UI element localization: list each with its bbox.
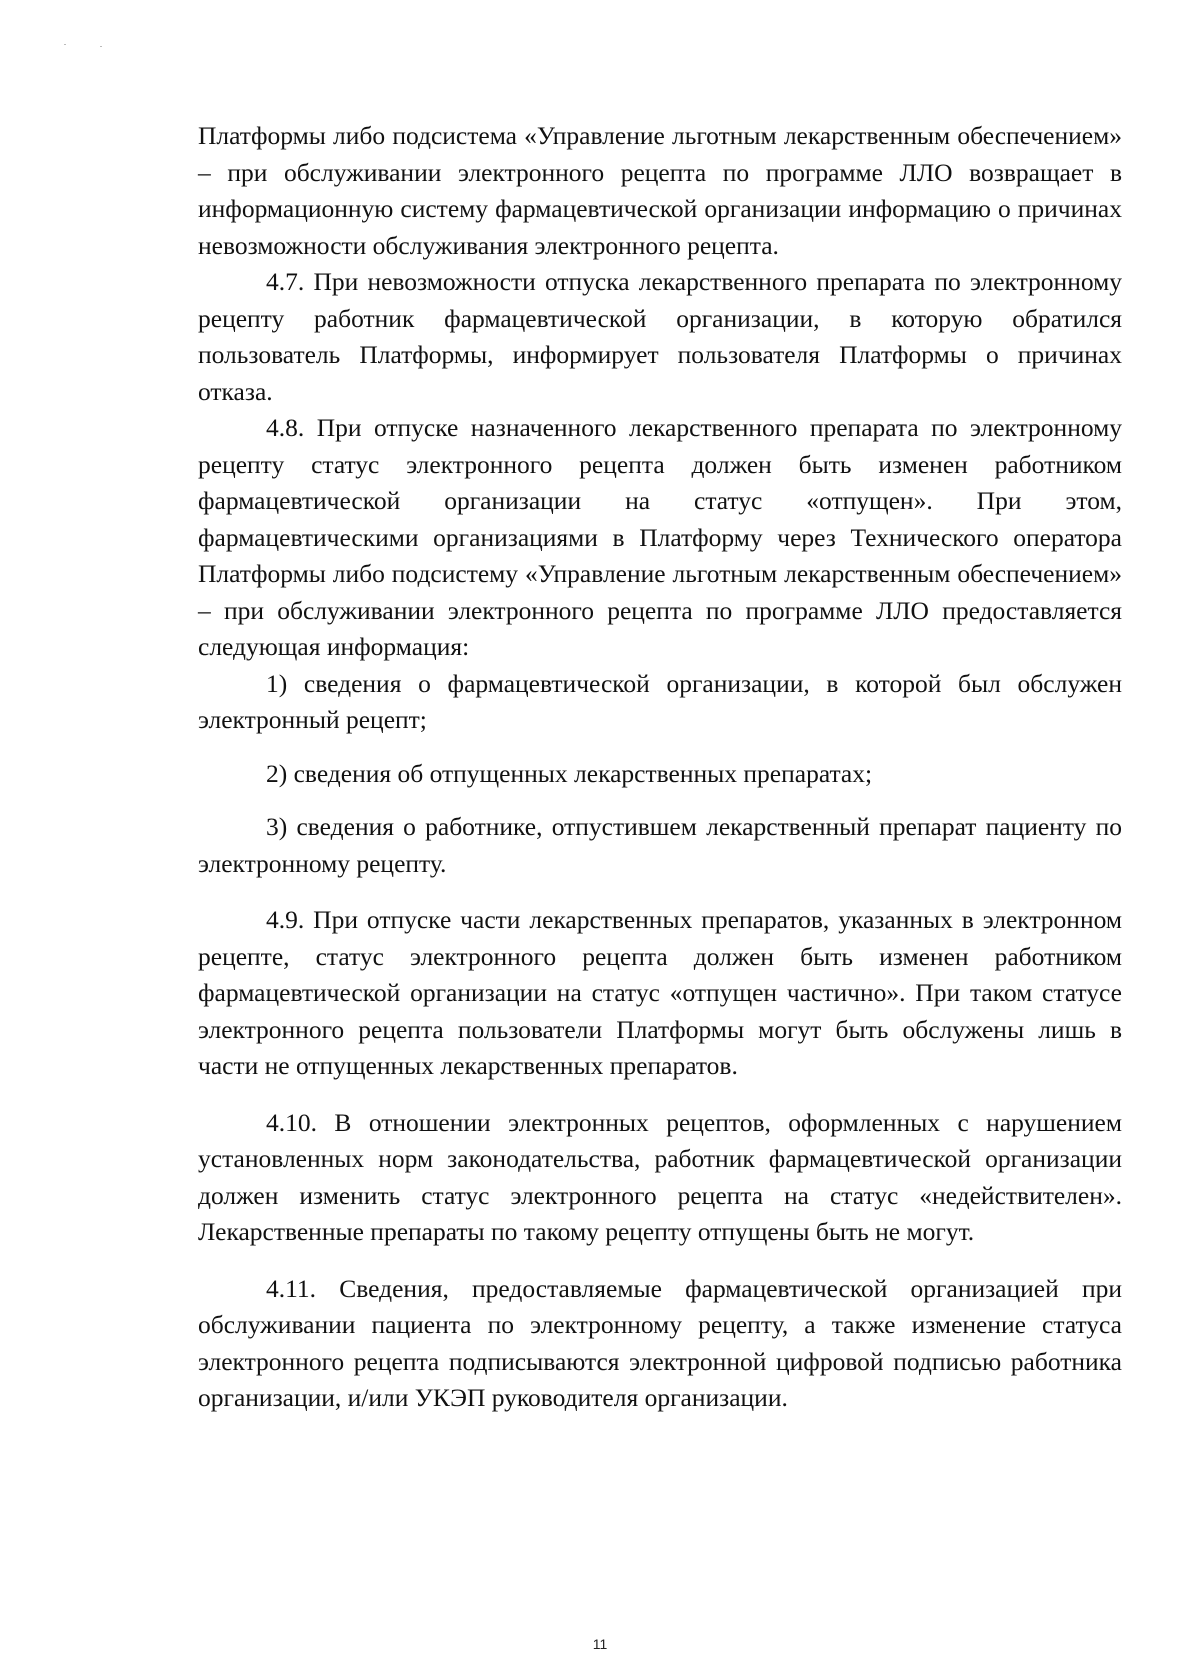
list-item-1: 1) сведения о фармацевтической организации, в которой был обслужен электронный рецепт;: [198, 668, 1122, 734]
list-item-3: 3) сведения о работнике, отпустившем лекарственный препарат пациенту по электронному рецепту.: [198, 812, 1122, 878]
paragraph-4-10: 4.10. В отношении электронных рецептов, оформленных с нарушением установленных норм законодательства, работник фармацевтической организации должен изменить статус электронного рецепта на статус «недействителен». Лекарственные препараты по такому рецепту отпущены быть не могут.: [198, 1107, 1122, 1246]
list-item-2: 2) сведения об отпущенных лекарственных препаратах;: [266, 758, 873, 788]
paragraph-4-11: 4.11. Сведения, предоставляемые фармацевтической организацией при обслуживании пациента по электронному рецепту, а также изменение статуса электронного рецепта подписываются электронной цифровой подписью работника организации, и/или УКЭП руководителя организации.: [198, 1273, 1122, 1412]
paragraph-4-7: 4.7. При невозможности отпуска лекарственного препарата по электронному рецепту работник фармацевтической организации, в которую обратился пользователь Платформы, информирует пользователя Платформы о причинах отказа.: [198, 267, 1122, 406]
scan-speck: [64, 44, 66, 45]
paragraph-4-9: 4.9. При отпуске части лекарственных препаратов, указанных в электронном рецепте, статус электронного рецепта должен быть изменен работником фармацевтической организации на статус «отпущен частично». При таком статусе электронного рецепта пользователи Платформы могут быть обслужены лишь в части не отпущенных лекарственных препаратов.: [198, 905, 1122, 1080]
document-body: [198, 118, 1122, 1417]
page-number: 11: [592, 1636, 608, 1652]
scan-speck: [100, 46, 102, 47]
paragraph-continuation: Платформы либо подсистема «Управление льготным лекарственным обеспечением» – при обслуживании электронного рецепта по программе ЛЛО возвращает в информационную систему фармацевтической организации информацию о причинах невозможности обслуживания электронного рецепта.: [198, 121, 1122, 260]
paragraph-4-8: 4.8. При отпуске назначенного лекарственного препарата по электронному рецепту статус электронного рецепта должен быть изменен работником фармацевтической организации на статус «отпущен». При этом, фармацевтическими организациями в Платформу через Технического оператора Платформы либо подсистему «Управление льготным лекарственным обеспечением» – при обслуживании электронного рецепта по программе ЛЛО предоставляется следующая информация:: [198, 413, 1122, 661]
